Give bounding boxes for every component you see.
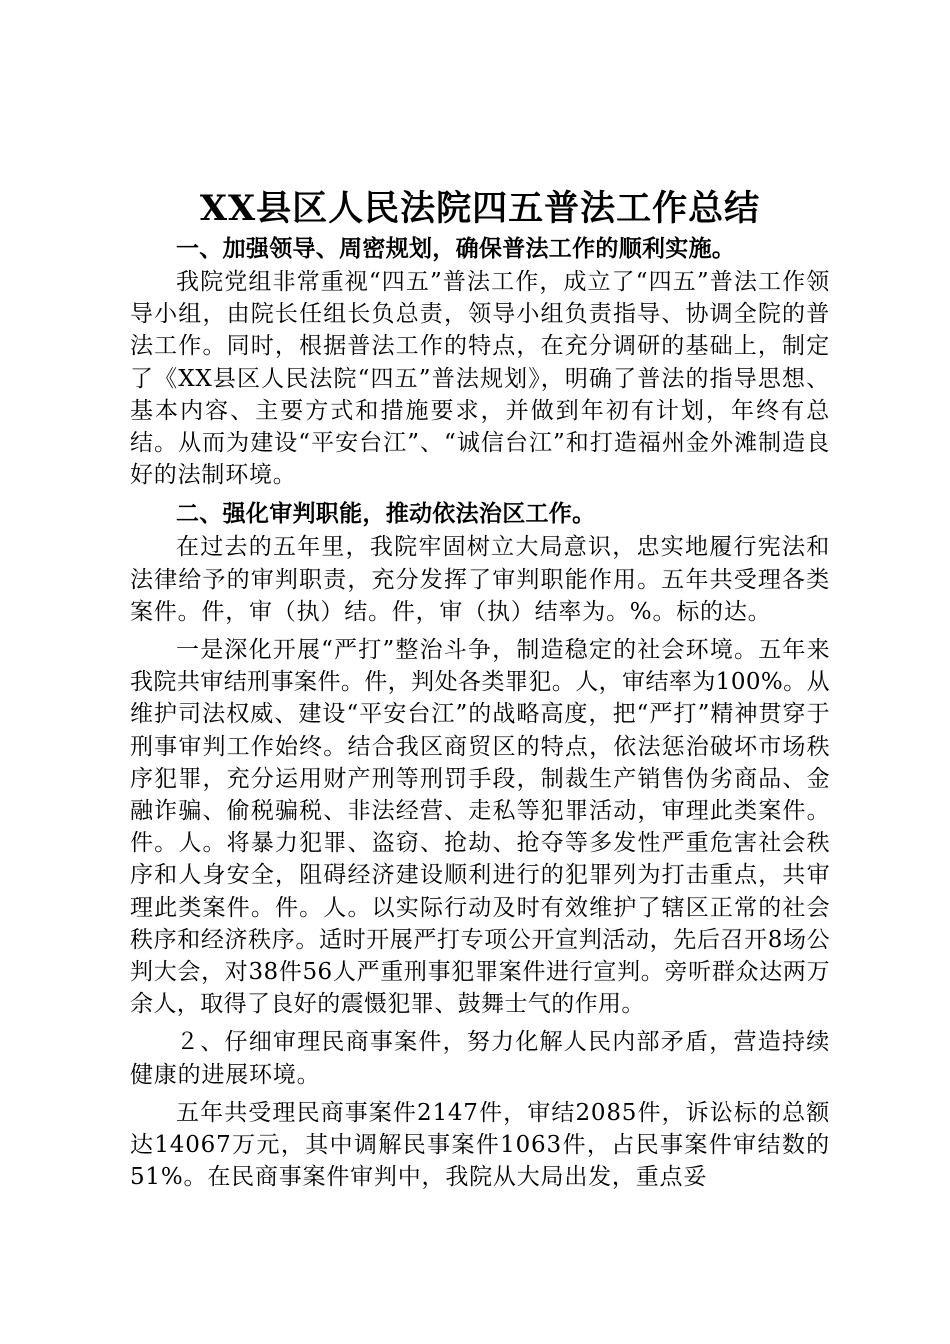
paragraph: 在过去的五年里，我院牢固树立大局意识，忠实地履行宪法和法律给予的审判职责，充分发挥了审判职能作用。五年共受理各类案件。件，审（执）结。件，审（执）结率为。%。标的达。 xyxy=(130,534,830,625)
document-page xyxy=(130,186,830,1193)
paragraph: 五年共受理民商事案件2147件，审结2085件，诉讼标的总额达14067万元，其中调解民事案件1063件，占民事案件审结数的51%。在民商事案件审判中，我院从大局出发，重点妥 xyxy=(130,1099,830,1191)
paragraph: ２、仔细审理民商事案件，努力化解人民内部矛盾，营造持续健康的进展环境。 xyxy=(130,1029,830,1088)
document-title: XX县区人民法院四五普法工作总结 xyxy=(199,188,761,229)
paragraph: 一是深化开展“严打”整治斗争，制造稳定的社会环境。五年来我院共审结刑事案件。件，判处各类罪犯。人，审结率为100%。从维护司法权威、建设“平安台江”的战略高度，把“严打”精神贯穿于刑事审判工作始终。结合我区商贸区的特点，依法惩治破坏市场秩序犯罪，充分运用财产刑等刑罚手段，制裁生产销售伪劣商品、金融诈骗、偷税骗税、非法经营、走私等犯罪活动，审理此类案件。件。人。将暴力犯罪、盗窃、抢劫、抢夺等多发性严重危害社会秩序和人身安全，阻碍经济建设顺利进行的犯罪列为打击重点，共审理此类案件。件。人。以实际行动及时有效维护了辖区正常的社会秩序和经济秩序。适时开展严打专项公开宣判活动，先后召开8场公判大会，对38件56人严重刑事犯罪案件进行宣判。旁听群众达两万余人，取得了良好的震慑犯罪、鼓舞士气的作用。 xyxy=(130,637,830,1018)
section-2 xyxy=(130,497,830,1193)
section-1 xyxy=(130,232,830,491)
section-heading: 二、强化审判职能，推动依法治区工作。 xyxy=(176,500,596,528)
paragraph: 我院党组非常重视“四五”普法工作，成立了“四五”普法工作领导小组，由院长任组长负总责，领导小组负责指导、协调全院的普法工作。同时，根据普法工作的特点，在充分调研的基础上，制定了《XX县区人民法院“四五”普法规划》，明确了普法的指导思想、基本内容、主要方式和措施要求，并做到年初有计划，年终有总结。从而为建设“平安台江”、“诚信台江”和打造福州金外滩制造良好的法制环境。 xyxy=(130,269,830,489)
section-heading: 一、加强领导、周密规划，确保普法工作的顺利实施。 xyxy=(176,235,736,262)
